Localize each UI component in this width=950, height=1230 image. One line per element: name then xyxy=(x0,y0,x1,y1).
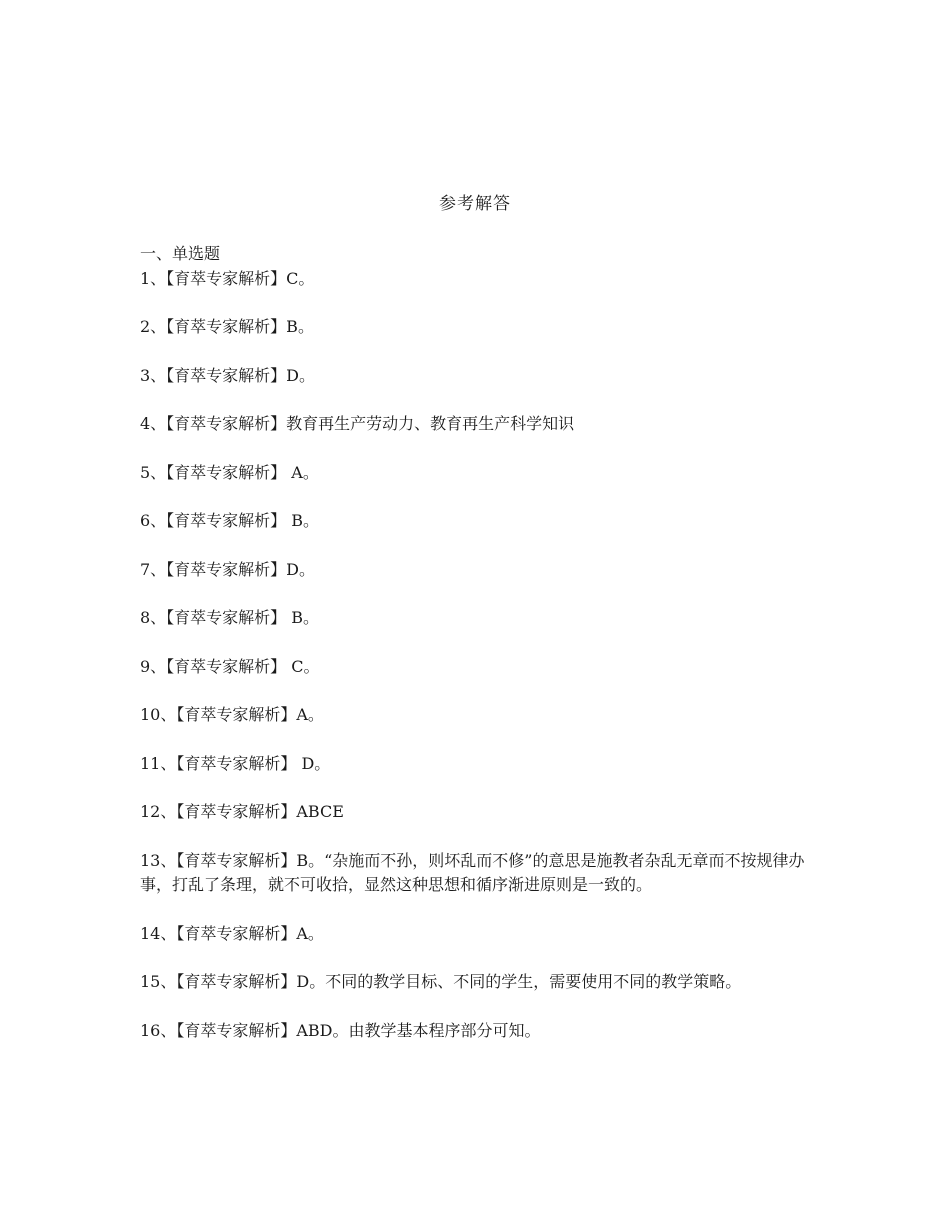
answer-item-15: 15、【育萃专家解析】D。不同的教学目标、不同的学生，需要使用不同的教学策略。 xyxy=(140,972,742,991)
answer-item-8: 8、【育萃专家解析】 B。 xyxy=(140,608,320,627)
answer-item-4: 4、【育萃专家解析】教育再生产劳动力、教育再生产科学知识 xyxy=(140,414,575,433)
answer-item-10: 10、【育萃专家解析】A。 xyxy=(140,705,324,724)
answer-item-13: 13、【育萃专家解析】B。“杂施而不孙，则坏乱而不修”的意思是施教者杂乱无章而不按规律办事，打乱了条理，就不可收拾，显然这种思想和循序渐进原则是一致的。 xyxy=(140,850,805,894)
answer-item-1: 1、【育萃专家解析】C。 xyxy=(140,268,315,288)
answer-item-3: 3、【育萃专家解析】D。 xyxy=(140,365,316,385)
answer-item-7: 7、【育萃专家解析】D。 xyxy=(140,559,316,579)
answer-item-9: 9、【育萃专家解析】 C。 xyxy=(140,656,320,676)
section-heading: 一、单选题 xyxy=(140,244,221,263)
page-title: 参考解答 xyxy=(439,194,511,214)
answer-item-5: 5、【育萃专家解析】 A。 xyxy=(140,462,319,482)
answer-list xyxy=(140,242,820,1043)
answer-item-14: 14、【育萃专家解析】A。 xyxy=(140,923,324,943)
answer-item-6: 6、【育萃专家解析】 B。 xyxy=(140,511,320,530)
answer-item-12: 12、【育萃专家解析】ABCE xyxy=(140,802,344,821)
answer-item-2: 2、【育萃专家解析】B。 xyxy=(140,317,314,336)
answer-item-16: 16、【育萃专家解析】ABD。由教学基本程序部分可知。 xyxy=(140,1020,541,1040)
answer-item-11: 11、【育萃专家解析】 D。 xyxy=(140,753,331,773)
